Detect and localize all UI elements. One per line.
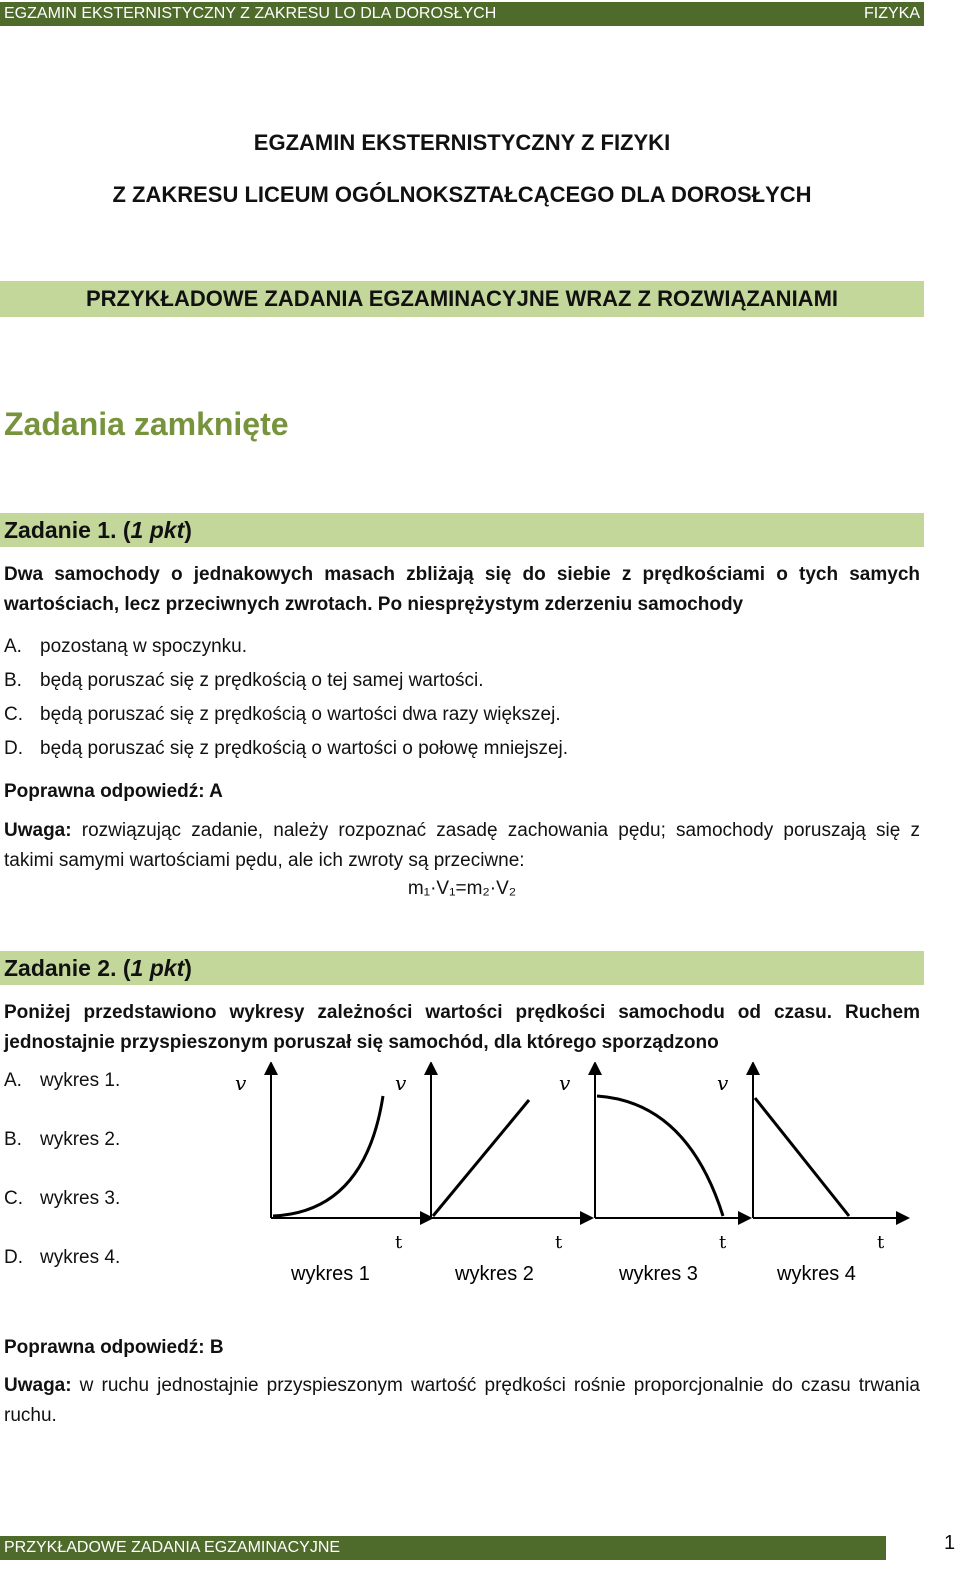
graph-4-t-label: t xyxy=(877,1232,885,1253)
task1-option-c: C. będą poruszać się z prędkością o wartości dwa razy większej. xyxy=(4,704,561,725)
task1-answer: Poprawna odpowiedź: A xyxy=(4,781,223,802)
task2-option-c: C. wykres 3. xyxy=(4,1188,121,1209)
graph-3-t-label: t xyxy=(719,1232,727,1253)
graph-3 xyxy=(559,1068,745,1285)
graph-4 xyxy=(717,1068,903,1285)
page-header xyxy=(0,2,924,26)
task1-formula: m₁·V₁=m₂·V₂ xyxy=(407,878,517,899)
task1-points: 1 pkt xyxy=(130,517,185,543)
graph-3-label: wykres 3 xyxy=(619,1263,698,1285)
header-right-text: FIZYKA xyxy=(863,5,920,22)
header-left-text: EGZAMIN EKSTERNISTYCZNY Z ZAKRESU LO DLA DOROSŁYCH xyxy=(4,5,497,22)
graph-4-v-label: v xyxy=(717,1071,729,1095)
task2-option-b: B. wykres 2. xyxy=(4,1129,121,1150)
graph-1-v-label: v xyxy=(235,1071,247,1095)
document-subtitle: PRZYKŁADOWE ZADANIA EGZAMINACYJNE WRAZ Z ROZWIĄZANIAMI xyxy=(85,286,839,311)
task2-note: Uwaga: w ruchu jednostajnie przyspieszonym wartość prędkości rośnie proporcjonalnie do czasu trwania ruchu. xyxy=(4,1375,920,1426)
task1-option-d: D. będą poruszać się z prędkością o wartości o połowę mniejszej. xyxy=(4,738,569,759)
graph-2-line xyxy=(433,1100,529,1216)
page-footer xyxy=(0,1536,886,1560)
task2-option-d: D. wykres 4. xyxy=(4,1247,121,1268)
task1-question: Dwa samochody o jednakowych masach zbliżają się do siebie z prędkościami o tych samych wartościach, lecz przeciwnych zwrotach. Po niesprężystym zderzeniu samochody xyxy=(4,564,920,615)
task2-heading-band xyxy=(0,951,924,985)
document-title-line1: EGZAMIN EKSTERNISTYCZNY Z FIZYKI xyxy=(253,130,671,155)
graph-1-t-label: t xyxy=(395,1232,403,1253)
task2-question: Poniżej przedstawiono wykresy zależności wartości prędkości samochodu od czasu. Ruchem jednostajnie przyspieszonym poruszał się samochód, dla którego sporządzono xyxy=(4,1002,920,1053)
graph-1-label: wykres 1 xyxy=(291,1263,370,1285)
subtitle-band xyxy=(0,281,924,317)
task2-note-label: Uwaga: xyxy=(4,1375,72,1396)
task1-note-label: Uwaga: xyxy=(4,820,72,841)
graph-3-curve xyxy=(597,1096,723,1216)
task1-note: Uwaga: rozwiązując zadanie, należy rozpoznać zasadę zachowania pędu; samochody poruszają się z takimi samymi wartościami pędu, ale ich zwroty są przeciwne: xyxy=(4,820,920,871)
graph-1-curve xyxy=(273,1096,383,1216)
graph-1 xyxy=(235,1068,427,1285)
graph-3-v-label: v xyxy=(559,1071,571,1095)
velocity-time-graphs xyxy=(225,1062,925,1294)
page-number: 1 xyxy=(944,1532,956,1554)
task1-option-b: B. będą poruszać się z prędkością o tej samej wartości. xyxy=(4,670,484,691)
task1-heading-band xyxy=(0,513,924,547)
task2-option-a: A. wykres 1. xyxy=(4,1070,121,1091)
section-heading: Zadania zamknięte xyxy=(4,406,289,442)
footer-text: PRZYKŁADOWE ZADANIA EGZAMINACYJNE xyxy=(4,1539,341,1556)
graph-2-label: wykres 2 xyxy=(455,1263,534,1285)
graph-2-t-label: t xyxy=(555,1232,563,1253)
task2-answer: Poprawna odpowiedź: B xyxy=(4,1337,224,1358)
task1-heading: Zadanie 1. (1 pkt) xyxy=(4,517,192,543)
task2-points: 1 pkt xyxy=(130,955,185,981)
document-title-line2: Z ZAKRESU LICEUM OGÓLNOKSZTAŁCĄCEGO DLA DOROSŁYCH xyxy=(112,182,812,207)
graph-2-v-label: v xyxy=(395,1071,407,1095)
graph-4-label: wykres 4 xyxy=(777,1263,856,1285)
graph-2 xyxy=(395,1068,587,1285)
task1-option-a: A. pozostaną w spoczynku. xyxy=(4,636,248,657)
task2-heading: Zadanie 2. (1 pkt) xyxy=(4,955,192,981)
graph-4-line xyxy=(755,1098,849,1216)
